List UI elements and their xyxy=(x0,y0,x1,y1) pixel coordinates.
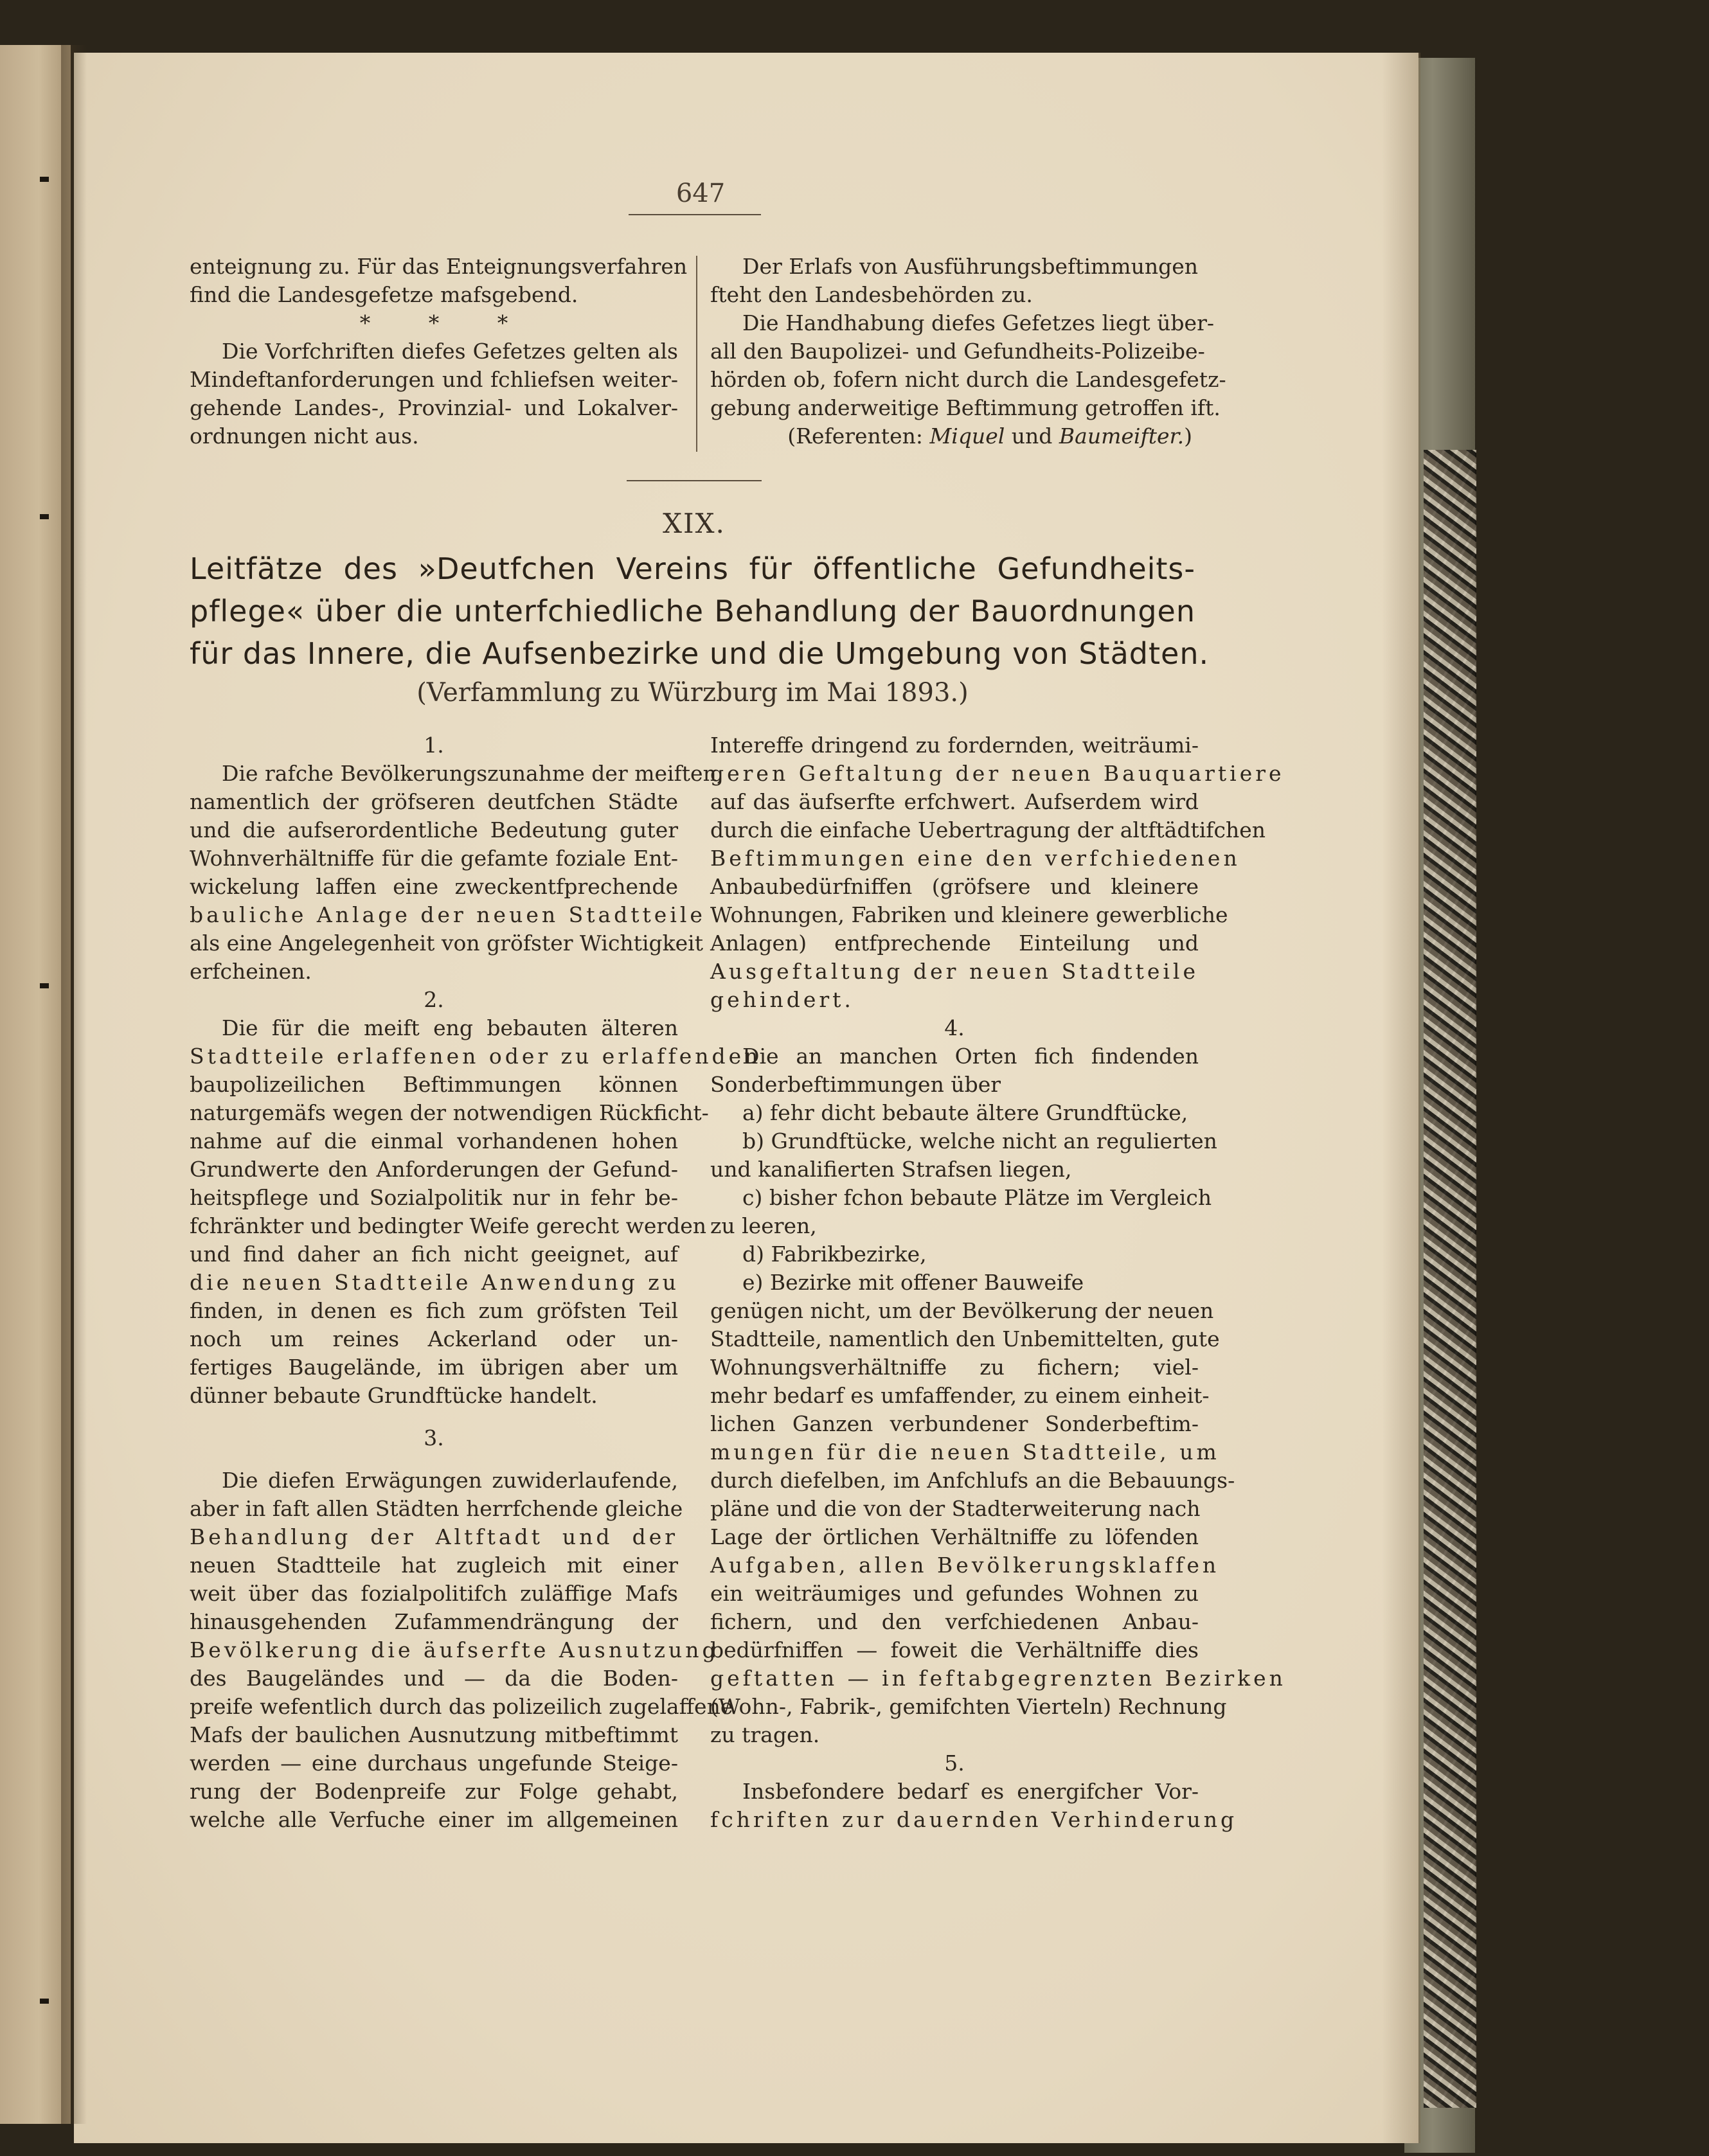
text-line: enteignung zu. Für das Enteignungsverfahren xyxy=(190,254,688,279)
item-number: 5. xyxy=(944,1751,965,1776)
text-line: fchränkter und bedingter Weife gerecht werden xyxy=(190,1213,707,1238)
text-line: durch die einfache Uebertragung der altftädtifchen xyxy=(710,817,1266,842)
text-line: Ausgeftaltung der neuen Stadtteile xyxy=(710,959,1199,984)
list-item: c) bisher fchon bebaute Plätze im Vergleich xyxy=(742,1185,1212,1210)
text-line: zu tragen. xyxy=(710,1722,820,1747)
text-line: ein weiträumiges und gefundes Wohnen zu xyxy=(710,1581,1199,1606)
text-line: baupolizeilichen Beftimmungen können xyxy=(190,1072,678,1097)
text-line: weit über das fozialpolitifch zuläffige Mafs xyxy=(190,1581,678,1606)
text-line: Die rafche Bevölkerungszunahme der meiften, xyxy=(222,761,724,786)
text-line: fchriften zur dauernden Verhinderung xyxy=(710,1807,1238,1832)
referenten-und: und xyxy=(1011,423,1053,449)
text-line: Die Handhabung diefes Gefetzes liegt über- xyxy=(742,310,1214,335)
section-title xyxy=(190,548,1210,675)
text-line: fteht den Landesbehörden zu. xyxy=(710,282,1033,307)
text-line: Wohnverhältniffe für die gefamte foziale Ent- xyxy=(190,846,678,871)
text-line: fertiges Baugelände, im übrigen aber um xyxy=(190,1355,678,1380)
section-subtitle: (Verfammlung zu Würzburg im Mai 1893.) xyxy=(416,678,969,708)
text-line: werden — eine durchaus ungefunde Steige- xyxy=(190,1751,678,1776)
binding-mark xyxy=(40,177,49,182)
main-left-column xyxy=(190,731,762,1834)
text-line: Stadtteile, namentlich den Unbemittelten, gute xyxy=(710,1326,1220,1351)
text-line: namentlich der gröfseren deutfchen Städte xyxy=(190,789,678,814)
previous-page-edge xyxy=(0,45,71,2124)
title-line: pflege« über die unterfchiedliche Behandlung der Bauordnungen xyxy=(190,594,1195,628)
referenten-suffix: ) xyxy=(1184,423,1192,449)
text-line: Mindeftanforderungen und fchliefsen weiter- xyxy=(190,367,678,392)
text-line: gehindert. xyxy=(710,987,854,1012)
text-line: erfcheinen. xyxy=(190,959,312,984)
text-line: welche alle Verfuche einer im allgemeinen xyxy=(190,1807,678,1832)
text-line: und die aufserordentliche Bedeutung guter xyxy=(190,817,678,842)
text-line: Sonderbeftimmungen über xyxy=(710,1072,1001,1097)
item-number: 1. xyxy=(424,733,444,758)
list-item: d) Fabrikbezirke, xyxy=(742,1242,927,1267)
section-number: XIX. xyxy=(663,508,726,539)
text-line: bedürfniffen — foweit die Verhältniffe dies xyxy=(710,1637,1199,1662)
text-line: Stadtteile erlaffenen oder zu erlaffenden xyxy=(190,1044,762,1069)
referenten-line xyxy=(710,422,1192,450)
text-line: Die Vorfchriften diefes Gefetzes gelten als xyxy=(222,339,678,364)
binding-mark xyxy=(40,514,49,519)
text-line: rung der Bodenpreife zur Folge gehabt, xyxy=(190,1779,678,1804)
text-line: Anlagen) entfprechende Einteilung und xyxy=(710,931,1199,956)
text-line: und find daher an fich nicht geeignet, auf xyxy=(190,1242,678,1267)
text-line: die neuen Stadtteile Anwendung zu xyxy=(190,1270,679,1295)
item-number: 4. xyxy=(944,1015,965,1040)
text-line: finden, in denen es fich zum gröfsten Teil xyxy=(190,1298,678,1323)
text-line: Die diefen Erwägungen zuwiderlaufende, xyxy=(222,1468,678,1493)
text-line: Grundwerte den Anforderungen der Gefund- xyxy=(190,1157,678,1182)
text-line: geren Geftaltung der neuen Bauquartiere xyxy=(710,761,1285,786)
column-divider xyxy=(696,256,697,452)
text-line: aber in faft allen Städten herrfchende gleiche xyxy=(190,1496,683,1521)
text-line: hinausgehenden Zufammendrängung der xyxy=(190,1609,678,1634)
item-number: 2. xyxy=(424,987,444,1012)
title-line: für das Innere, die Aufsenbezirke und die Umgebung von Städten. xyxy=(190,636,1210,671)
text-line: und kanalifierten Strafsen liegen, xyxy=(710,1157,1072,1182)
top-right-column xyxy=(710,253,1226,450)
text-line: Mafs der baulichen Ausnutzung mitbeftimmt xyxy=(190,1722,678,1747)
text-line: Wohnungsverhältniffe zu fichern; viel- xyxy=(710,1355,1199,1380)
section-separator xyxy=(627,480,762,481)
page-number: 647 xyxy=(676,179,726,208)
list-item: e) Bezirke mit offener Bauweife xyxy=(742,1270,1084,1295)
text-line: hörden ob, fofern nicht durch die Landesgefetz- xyxy=(710,367,1226,392)
list-item: b) Grundftücke, welche nicht an regulierten xyxy=(742,1128,1217,1154)
text-line: nahme auf die einmal vorhandenen hohen xyxy=(190,1128,678,1154)
text-line: dünner bebaute Grundftücke handelt. xyxy=(190,1383,598,1408)
text-line: Lage der örtlichen Verhältniffe zu löfenden xyxy=(710,1524,1199,1549)
text-line: preife wefentlich durch das polizeilich zugelaffene xyxy=(190,1694,733,1719)
referent-name: Baumeifter. xyxy=(1059,423,1185,449)
page-edge-shadow xyxy=(1382,53,1420,2143)
marbled-cover-pattern xyxy=(1424,450,1476,2108)
text-line: als eine Angelegenheit von gröfster Wichtigkeit xyxy=(190,931,703,956)
item-number: 3. xyxy=(424,1425,444,1450)
list-item: a) fehr dicht bebaute ältere Grundftücke, xyxy=(742,1100,1188,1125)
text-line: find die Landesgefetze mafsgebend. xyxy=(190,282,578,307)
top-left-column xyxy=(190,253,688,450)
text-line: fichern, und den verfchiedenen Anbau- xyxy=(710,1609,1199,1634)
text-line: noch um reines Ackerland oder un- xyxy=(190,1326,678,1351)
text-line: ordnungen nicht aus. xyxy=(190,423,419,449)
text-line: geftatten — in feftabgegrenzten Bezirken xyxy=(710,1666,1286,1691)
referent-name: Miquel xyxy=(929,423,1005,449)
text-line: naturgemäfs wegen der notwendigen Rückficht- xyxy=(190,1100,709,1125)
text-line: Intereffe dringend zu fordernden, weiträumi- xyxy=(710,733,1199,758)
binding-mark xyxy=(40,983,49,988)
text-line: Anbaubedürfniffen (gröfsere und kleinere xyxy=(710,874,1199,899)
text-line: zu leeren, xyxy=(710,1213,817,1238)
referenten-prefix: (Referenten: xyxy=(787,423,923,449)
text-line: Behandlung der Altftadt und der xyxy=(190,1524,678,1549)
text-line: durch diefelben, im Anfchlufs an die Bebauungs- xyxy=(710,1468,1235,1493)
text-line: Beftimmungen eine den verfchiedenen xyxy=(710,846,1240,871)
text-line: bauliche Anlage der neuen Stadtteile xyxy=(190,902,706,927)
text-line: Wohnungen, Fabriken und kleinere gewerbliche xyxy=(710,902,1228,927)
binding-mark xyxy=(40,1999,49,2004)
text-line: heitspflege und Sozialpolitik nur in fehr be- xyxy=(190,1185,678,1210)
text-line: Insbefondere bedarf es energifcher Vor- xyxy=(742,1779,1199,1804)
binding-shadow xyxy=(61,45,87,2124)
text-line: Aufgaben, allen Bevölkerungsklaffen xyxy=(710,1553,1220,1578)
text-line: mungen für die neuen Stadtteile, um xyxy=(710,1439,1220,1465)
text-line: gehende Landes-, Provinzial- und Lokalver- xyxy=(190,395,678,420)
text-line: Bevölkerung die äufserfte Ausnutzung xyxy=(190,1637,719,1662)
text-line: Der Erlafs von Ausführungsbeftimmungen xyxy=(742,254,1199,279)
text-line: des Baugeländes und — da die Boden- xyxy=(190,1666,678,1691)
text-line: (Wohn-, Fabrik-, gemifchten Vierteln) Rechnung xyxy=(710,1694,1227,1719)
text-line: mehr bedarf es umfaffender, zu einem einheit- xyxy=(710,1383,1210,1408)
text-line: neuen Stadtteile hat zugleich mit einer xyxy=(190,1553,678,1578)
text-line: wickelung laffen eine zweckentfprechende xyxy=(190,874,678,899)
text-line: lichen Ganzen verbundener Sonderbeftim- xyxy=(710,1411,1199,1436)
text-line: Die für die meift eng bebauten älteren xyxy=(222,1015,678,1040)
text-line: pläne und die von der Stadterweiterung nach xyxy=(710,1496,1201,1521)
text-line: Die an manchen Orten fich findenden xyxy=(742,1044,1199,1069)
asterism: * * * xyxy=(359,310,534,335)
main-right-column xyxy=(710,731,1286,1834)
text-line: gebung anderweitige Beftimmung getroffen ift. xyxy=(710,395,1221,420)
title-line: Leitfätze des »Deutfchen Vereins für öffentliche Gefundheits- xyxy=(190,551,1195,586)
text-line: genügen nicht, um der Bevölkerung der neuen xyxy=(710,1298,1214,1323)
text-line: all den Baupolizei- und Gefundheits-Polizeibe- xyxy=(710,339,1205,364)
page-number-rule xyxy=(629,214,761,215)
text-line: auf das äufserfte erfchwert. Aufserdem wird xyxy=(710,789,1199,814)
